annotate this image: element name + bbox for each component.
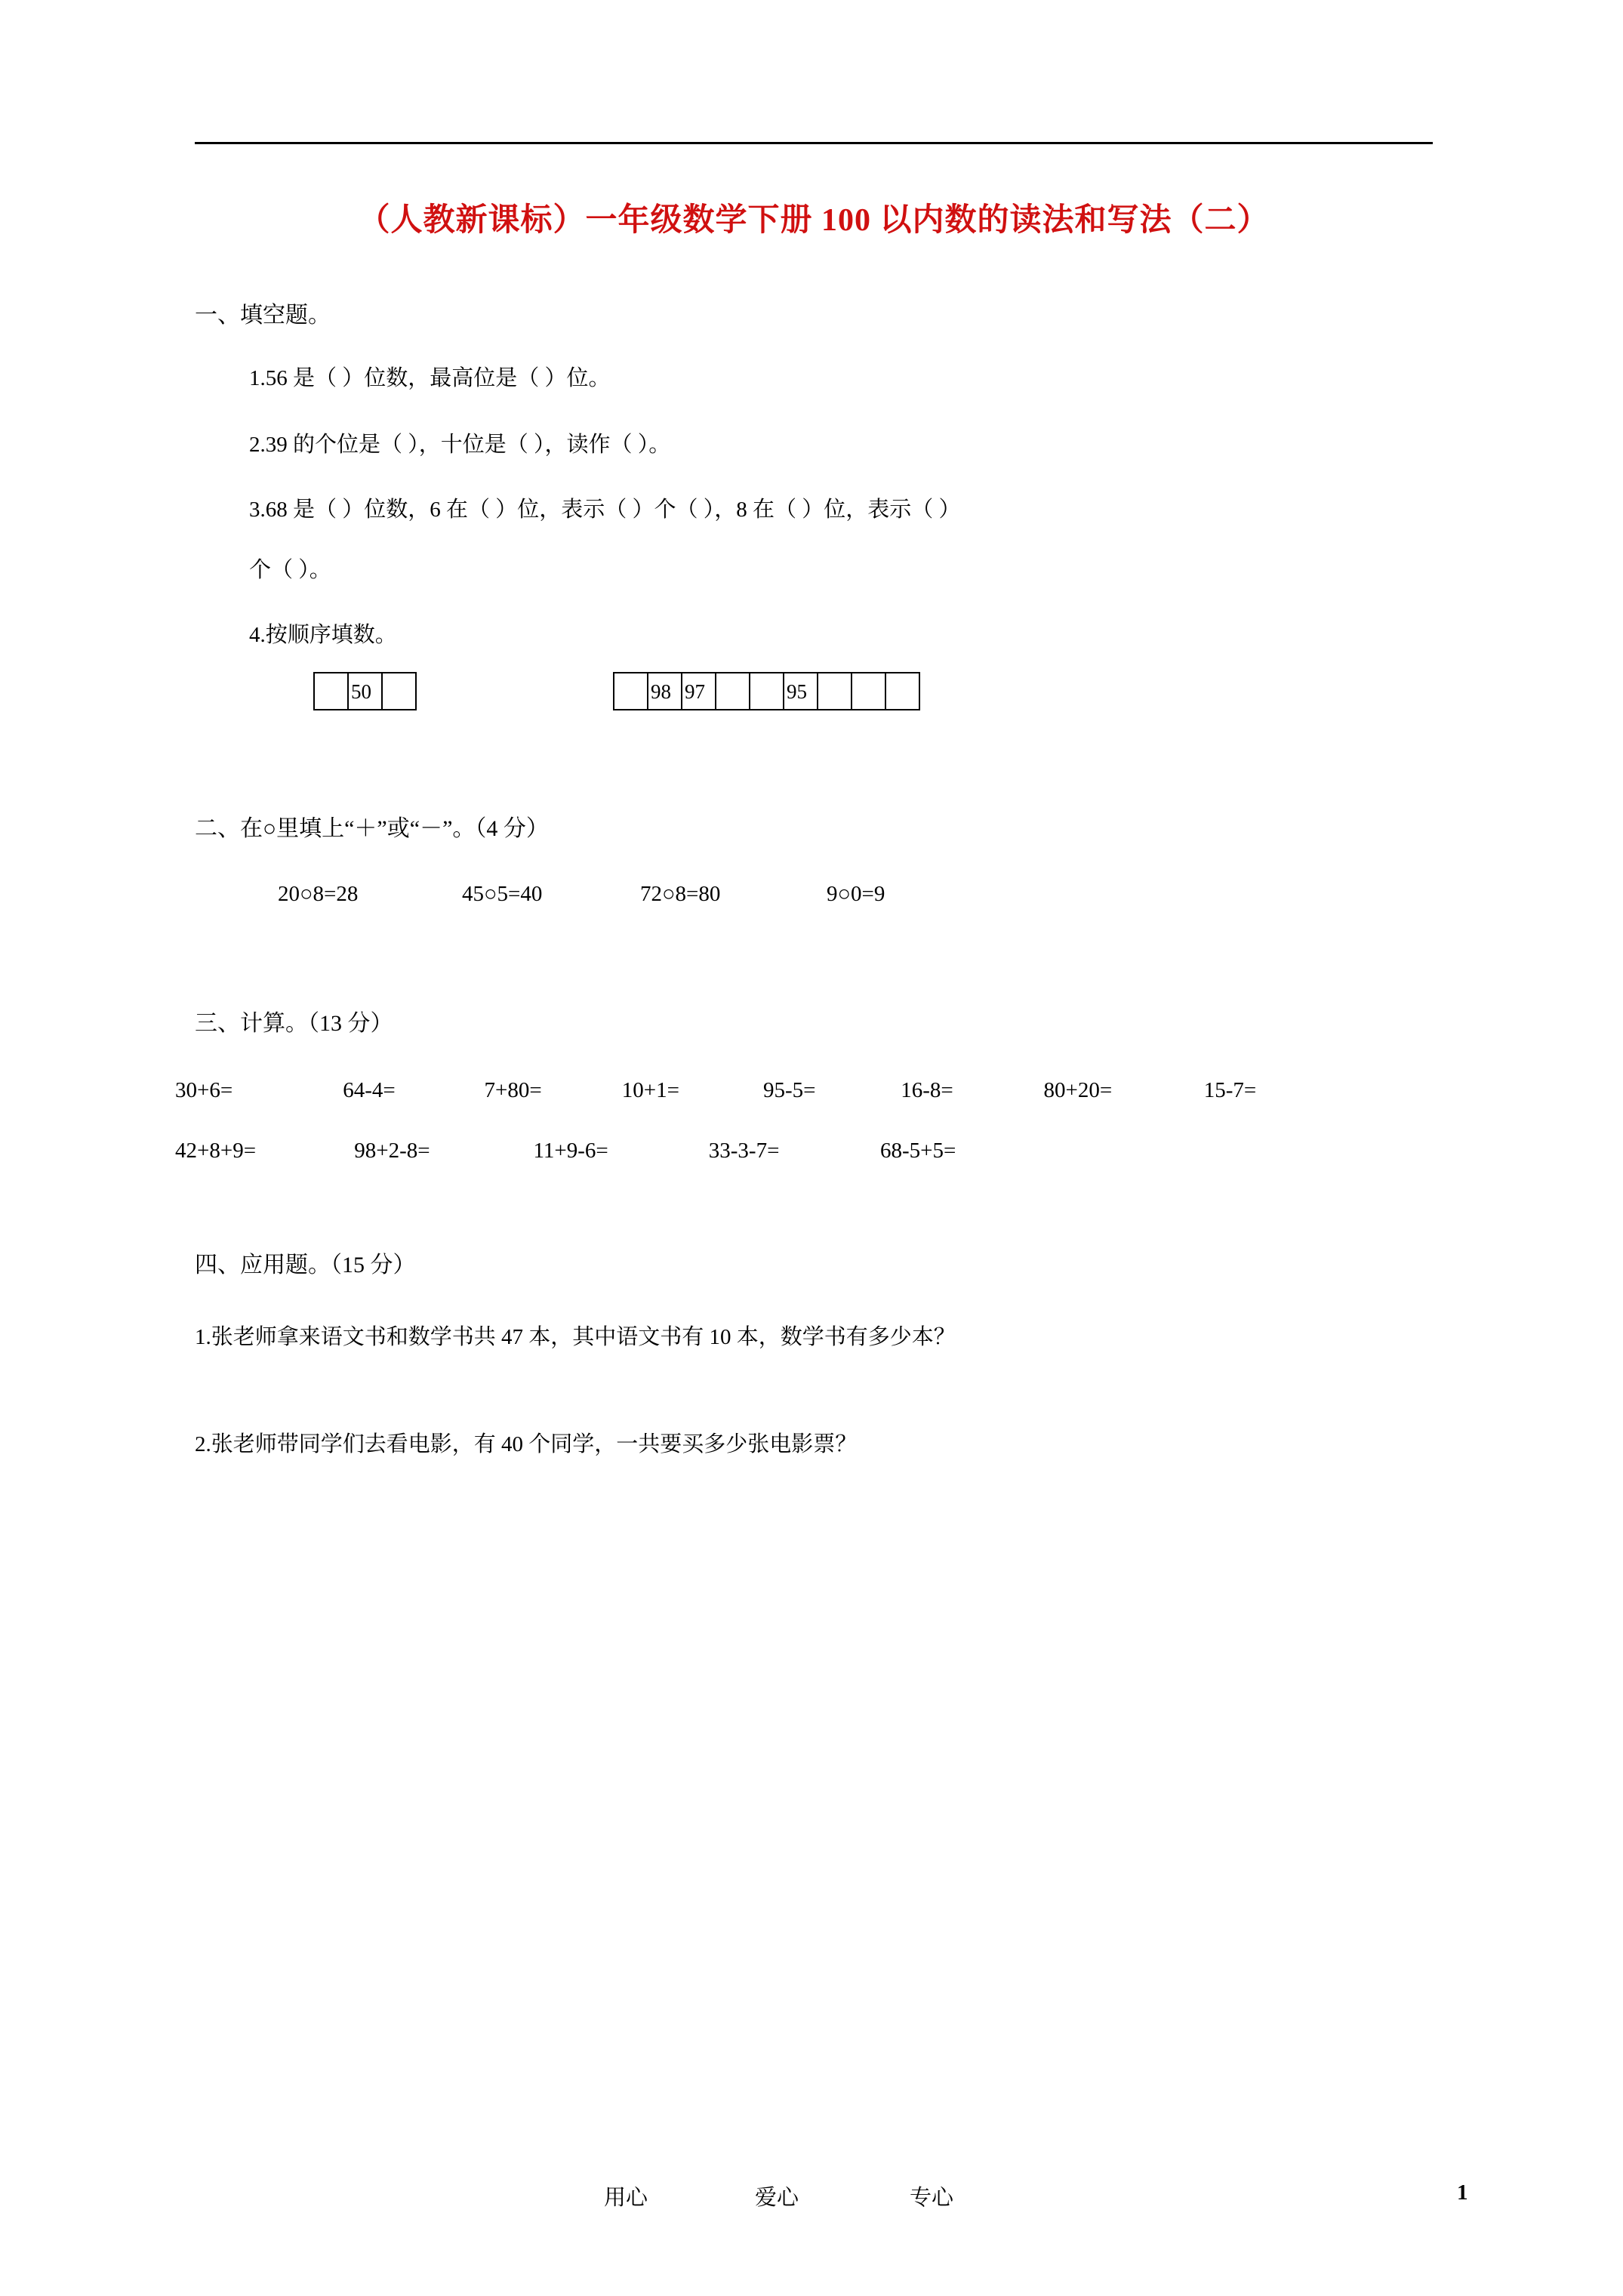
calc-item[interactable]: 7+80= [484,1078,542,1102]
word-problem-1: 1.张老师拿来语文书和数学书共 47 本，其中语文书有 10 本，数学书有多少本？ [195,1325,956,1349]
header-rule [195,142,1433,144]
calc-item[interactable]: 30+6= [175,1078,233,1102]
signs-item-4[interactable]: 9○0=9 [827,882,885,906]
section-heading-word-problems: 四、应用题。（15 分） [195,1253,416,1277]
number-cell[interactable] [715,672,750,710]
number-cell[interactable]: 95 [783,672,818,710]
number-cell[interactable]: 98 [647,672,682,710]
section-heading-calculation: 三、计算。（13 分） [195,1011,393,1036]
number-cell[interactable] [851,672,886,710]
section-heading-fill-in-blanks: 一、填空题。 [195,303,331,328]
page-title: （人教新课标）一年级数学下册 100 以内数的读法和写法（二） [358,203,1270,238]
signs-item-1[interactable]: 20○8=28 [278,882,359,906]
calc-item[interactable]: 95-5= [763,1078,816,1102]
number-sequence-left [313,672,417,710]
question-1-2: 2.39 的个位是（ ），十位是（ ），读作（ ）。 [249,433,671,457]
calc-item[interactable]: 10+1= [621,1078,679,1102]
calc-item[interactable]: 15-7= [1203,1078,1257,1102]
footer-word-1: 用心 [604,2186,648,2210]
number-cell[interactable] [381,672,417,710]
number-sequence-right [613,672,920,710]
signs-item-3[interactable]: 72○8=80 [640,882,721,906]
calc-item[interactable]: 68-5+5= [880,1139,956,1163]
calc-row-1 [175,1078,1325,1103]
number-cell[interactable] [749,672,784,710]
question-1-3-cont: 个（ ）。 [249,558,331,582]
number-cell[interactable]: 50 [347,672,383,710]
number-cell[interactable] [613,672,648,710]
calc-item[interactable]: 42+8+9= [175,1139,257,1163]
section-heading-signs: 二、在○里填上“＋”或“－”。（4 分） [195,816,549,841]
calc-item[interactable]: 80+20= [1043,1078,1113,1102]
question-1-1: 1.56 是（ ）位数，最高位是（ ）位。 [249,366,611,390]
word-problem-2: 2.张老师带同学们去看电影，有 40 个同学，一共要买多少张电影票？ [195,1432,858,1456]
question-1-3: 3.68 是（ ）位数，6 在（ ）位，表示（ ）个（ ），8 在（ ）位，表示（ ） [249,498,961,522]
number-cell[interactable] [817,672,852,710]
footer-word-3: 专心 [910,2186,954,2210]
number-cell[interactable] [885,672,920,710]
calc-row-2 [175,1139,1046,1163]
question-1-4: 4.按顺序填数。 [249,623,397,647]
number-cell[interactable] [313,672,349,710]
calc-item[interactable]: 11+9-6= [533,1139,608,1163]
calc-item[interactable]: 33-3-7= [708,1139,780,1163]
calc-item[interactable]: 98+2-8= [354,1139,430,1163]
number-cell[interactable]: 97 [681,672,716,710]
calc-item[interactable]: 16-8= [901,1078,953,1102]
calc-item[interactable]: 64-4= [343,1078,396,1102]
page-number: 1 [1457,2180,1468,2205]
signs-item-2[interactable]: 45○5=40 [462,882,543,906]
footer-word-2: 爱心 [755,2186,799,2210]
